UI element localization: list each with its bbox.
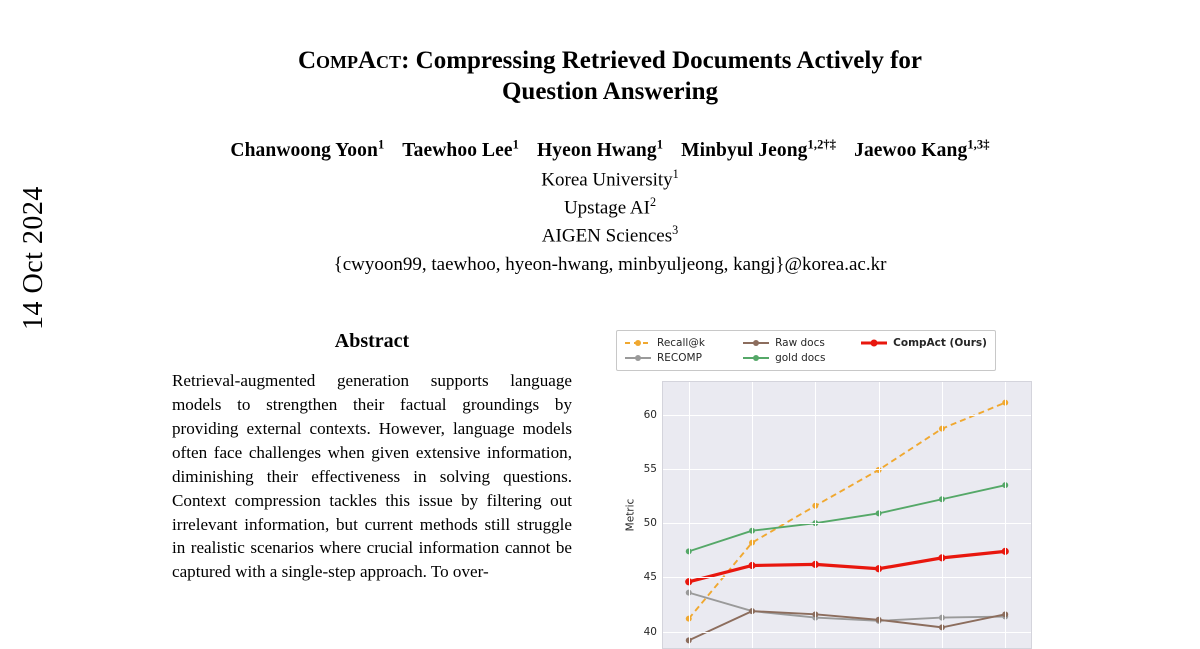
chart-gridline-h <box>663 415 1031 416</box>
title-smallcaps: CompAct <box>297 47 402 74</box>
chart-legend <box>616 330 996 371</box>
author-5-name: Jaewoo Kang <box>854 139 968 161</box>
chart-gridline-h <box>663 469 1031 470</box>
author-1-sup: 1 <box>377 137 385 151</box>
author-5-sup: 1,3‡ <box>967 137 990 151</box>
author-4 <box>681 137 837 161</box>
chart-ytick-label: 45 <box>643 571 657 584</box>
affiliation-3 <box>100 222 1120 250</box>
chart-gridline-v <box>815 382 816 648</box>
chart-gridline-h <box>663 577 1031 578</box>
author-3-name: Hyeon Hwang <box>536 139 657 161</box>
figure-column <box>616 330 1086 649</box>
page-title <box>180 46 1040 107</box>
affiliation-2 <box>100 194 1120 222</box>
chart-gridline-h <box>663 632 1031 633</box>
author-3 <box>536 137 664 161</box>
abstract-column <box>172 330 572 649</box>
chart-plot-area <box>643 381 1032 649</box>
author-2-name: Taewhoo Lee <box>402 139 513 161</box>
chart-gridline-v <box>942 382 943 648</box>
author-5 <box>854 137 990 161</box>
legend-swatch-recomp <box>625 352 651 364</box>
affiliation-3-sup: 3 <box>672 223 679 238</box>
title-line2: Question Answering <box>501 77 718 105</box>
legend-item-recall <box>625 337 733 349</box>
affiliation-1-name: Korea University <box>541 168 673 190</box>
author-4-sup: 1,2†‡ <box>807 137 837 151</box>
legend-swatch-recall <box>625 337 651 349</box>
legend-item-rawdocs <box>743 337 851 349</box>
paper-page <box>100 0 1120 648</box>
legend-label-recomp: RECOMP <box>657 352 702 364</box>
legend-label-compact: CompAct (Ours) <box>893 337 987 349</box>
figure-chart <box>616 330 1036 649</box>
legend-label-recall: Recall@k <box>657 337 705 349</box>
affiliation-1 <box>100 166 1120 194</box>
affiliation-list <box>100 166 1120 251</box>
legend-item-recomp <box>625 352 733 364</box>
legend-item-compact <box>861 337 987 349</box>
chart-gridline-v <box>1005 382 1006 648</box>
legend-swatch-rawdocs <box>743 337 769 349</box>
title-line1-rest: : Compressing Retrieved Documents Actively for <box>401 47 923 74</box>
author-4-name: Minbyul Jeong <box>681 139 808 161</box>
chart-plot <box>616 381 1036 649</box>
chart-ytick-label: 40 <box>643 625 657 638</box>
affiliation-2-sup: 2 <box>649 194 657 209</box>
chart-ytick-label: 55 <box>643 462 657 475</box>
two-column-body <box>100 330 1120 649</box>
chart-ylabel: Metric <box>624 498 637 532</box>
chart-marker-layer <box>663 382 1031 648</box>
legend-label-golddocs: gold docs <box>775 352 826 364</box>
affiliation-3-name: AIGEN Sciences <box>541 225 673 247</box>
affiliation-2-name: Upstage AI <box>563 197 650 219</box>
chart-line-2 <box>689 611 1005 640</box>
legend-swatch-compact <box>861 337 887 349</box>
author-2-sup: 1 <box>512 137 519 151</box>
author-1-name: Chanwoong Yoon <box>230 139 378 161</box>
legend-label-rawdocs: Raw docs <box>775 337 825 349</box>
author-1 <box>230 137 385 161</box>
legend-item-golddocs <box>743 352 851 364</box>
author-2 <box>402 137 519 161</box>
abstract-heading: Abstract <box>334 330 410 352</box>
author-list <box>100 137 1120 162</box>
chart-gridline-v <box>689 382 690 648</box>
contact-email: {cwyoon99, taewhoo, hyeon-hwang, minbyuljeong, kangj}@korea.ac.kr <box>333 254 887 276</box>
legend-item-spacer <box>861 352 987 364</box>
abstract-text: Retrieval-augmented generation supports language models to strengthen their factual groundings by providing external contexts. However, language models often face challenges when given extensive information, diminishing their effectiveness in solving questions. Context compression tackles this issue by filtering out irrelevant information, but current methods still struggle in realistic scenarios where crucial information cannot be captured with a single-step approach. To over- <box>172 371 572 582</box>
arxiv-date-stamp: 14 Oct 2024 <box>18 186 49 330</box>
legend-swatch-golddocs <box>743 352 769 364</box>
affiliation-1-sup: 1 <box>672 166 679 181</box>
chart-gridline-v <box>752 382 753 648</box>
chart-line-0 <box>689 403 1005 619</box>
chart-line-3 <box>689 485 1005 551</box>
chart-ytick-label: 50 <box>643 517 657 530</box>
chart-gridline-h <box>663 523 1031 524</box>
chart-gridline-v <box>879 382 880 648</box>
author-3-sup: 1 <box>656 137 664 151</box>
chart-ytick-label: 60 <box>643 408 657 421</box>
